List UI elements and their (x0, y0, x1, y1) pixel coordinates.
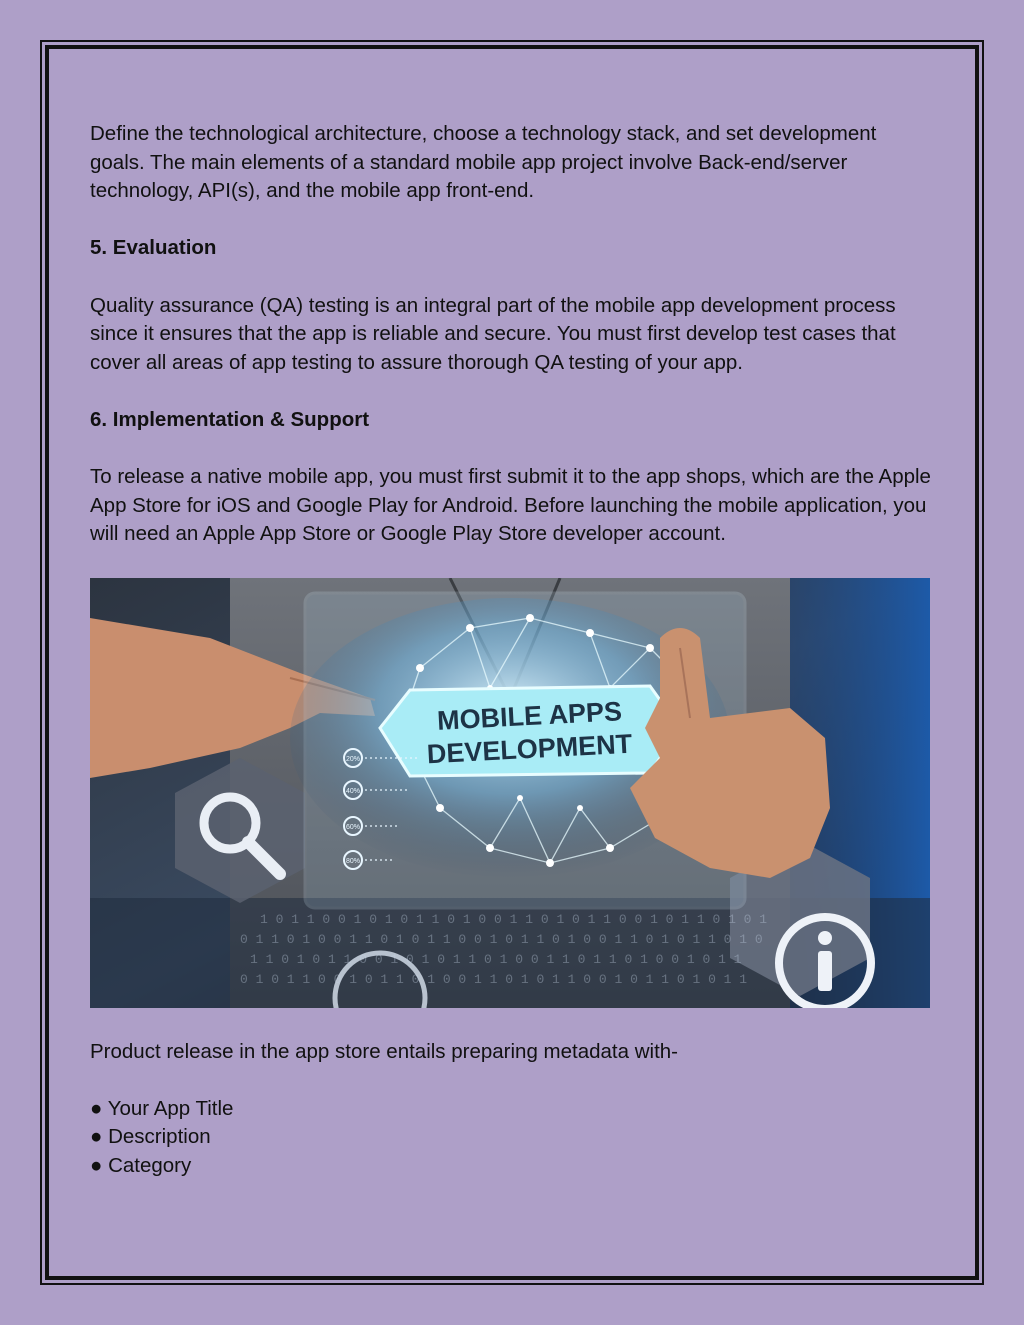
illustration (90, 578, 930, 1008)
banner-line-2: DEVELOPMENT (426, 728, 633, 769)
release-intro-paragraph: Product release in the app store entails preparing metadata with- (90, 1039, 679, 1063)
percent-label: 60% (345, 823, 361, 831)
list-item: ● Your App Title (90, 1096, 234, 1120)
implementation-heading: 6. Implementation & Support (90, 407, 370, 431)
percent-label: 80% (345, 857, 361, 865)
metadata-list (90, 1095, 932, 1181)
banner-line-1: MOBILE APPS (436, 695, 623, 736)
mobile-apps-development-image (90, 578, 930, 1008)
document-body (90, 120, 932, 1180)
percent-label: 20% (345, 755, 361, 763)
svg-text:0 1 0 1 1 0 0 1 0 1 1 0 1 0 0: 0 1 0 1 1 0 0 1 0 1 1 0 1 0 0 1 1 0 1 0 1 1 0 0 1 0 1 1 0 1 0 1 1 (240, 971, 748, 987)
svg-text:1 0 1 1 0 0 1 0 1 0 1 1 0 1 0: 1 0 1 1 0 0 1 0 1 0 1 1 0 1 0 0 1 1 0 1 0 1 1 0 0 1 0 1 1 0 1 0 1 (260, 911, 768, 927)
list-item: ● Description (90, 1125, 211, 1149)
svg-text:0 1 1 0 1 0 0 1 1 0 1 0 1 1 0: 0 1 1 0 1 0 0 1 1 0 1 0 1 1 0 0 1 0 1 1 0 1 0 0 1 1 0 1 0 1 1 0 1 0 (240, 931, 763, 947)
svg-text:1 1 0 1 0 1 1 0 0 1 0 1 0 1 1: 1 1 0 1 0 1 1 0 0 1 0 1 0 1 1 0 1 0 0 1 1 0 1 1 0 1 0 0 1 0 1 1 (250, 951, 742, 967)
intro-paragraph: Define the technological architecture, choose a technology stack, and set development goals. The main elements of a standard mobile app project involve Back-end/server technology, API(s), and the mobile app front-end. (90, 122, 877, 203)
list-item: ● Category (90, 1153, 192, 1177)
percent-label: 40% (345, 787, 361, 795)
implementation-paragraph: To release a native mobile app, you must first submit it to the app shops, which are the Apple App Store for iOS and Google Play for Android. Before launching the mobile application, you will need an Apple App Store or Google Play Store developer account. (90, 465, 931, 546)
evaluation-heading: 5. Evaluation (90, 236, 217, 260)
evaluation-paragraph: Quality assurance (QA) testing is an integral part of the mobile app development process since it ensures that the app is reliable and secure. You must first develop test cases that cover all areas of app testing to assure thorough QA testing of your app. (90, 293, 896, 374)
